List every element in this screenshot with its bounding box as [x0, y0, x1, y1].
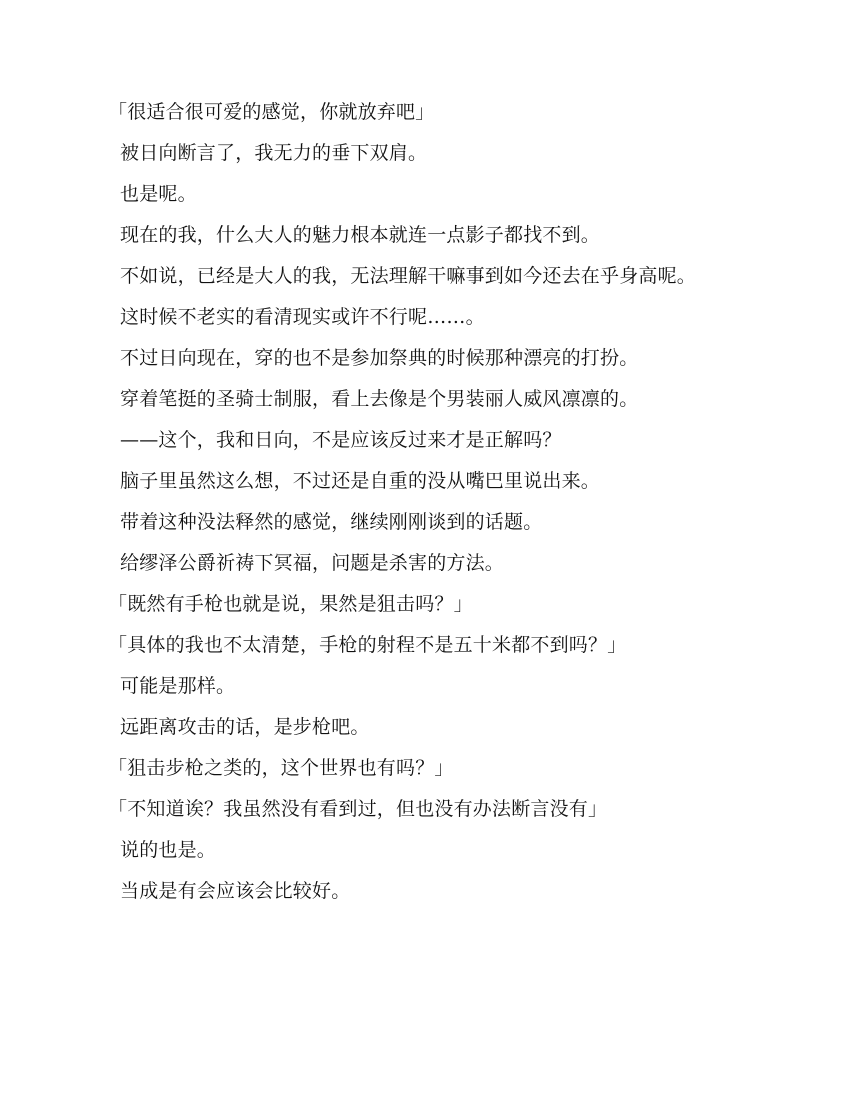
text-line: 可能是那样。	[120, 675, 236, 697]
text-line: 「很适合很可爱的感觉，你就放弃吧」	[108, 101, 435, 123]
text-line: 不过日向现在，穿的也不是参加祭典的时候那种漂亮的打扮。	[120, 347, 639, 369]
text-line: 也是呢。	[120, 183, 197, 205]
text-line: 被日向断言了，我无力的垂下双肩。	[120, 142, 428, 164]
body-text	[108, 92, 808, 912]
text-line: 现在的我，什么大人的魅力根本就连一点影子都找不到。	[120, 224, 601, 246]
text-line: 「既然有手枪也就是说，果然是狙击吗？」	[108, 593, 473, 615]
text-line: 「具体的我也不太清楚，手枪的射程不是五十米都不到吗？」	[108, 634, 627, 656]
text-line: 当成是有会应该会比较好。	[120, 880, 351, 902]
text-line: 这时候不老实的看清现实或许不行呢……。	[120, 306, 485, 328]
text-line: 带着这种没法释然的感觉，继续刚刚谈到的话题。	[120, 511, 543, 533]
text-line: 「狙击步枪之类的，这个世界也有吗？」	[108, 757, 454, 779]
text-line: 穿着笔挺的圣骑士制服，看上去像是个男装丽人威风凛凛的。	[120, 388, 639, 410]
text-line: 脑子里虽然这么想，不过还是自重的没从嘴巴里说出来。	[120, 470, 601, 492]
text-line: 说的也是。	[120, 839, 217, 861]
text-line: 远距离攻击的话，是步枪吧。	[120, 716, 370, 738]
text-line: 不如说，已经是大人的我，无法理解干嘛事到如今还去在乎身高呢。	[120, 265, 697, 287]
text-line: 「不知道诶？我虽然没有看到过，但也没有办法断言没有」	[108, 798, 608, 820]
text-line: 给缪泽公爵祈祷下冥福，问题是杀害的方法。	[120, 552, 505, 574]
text-line: ——这个，我和日向，不是应该反过来才是正解吗？	[120, 429, 562, 451]
